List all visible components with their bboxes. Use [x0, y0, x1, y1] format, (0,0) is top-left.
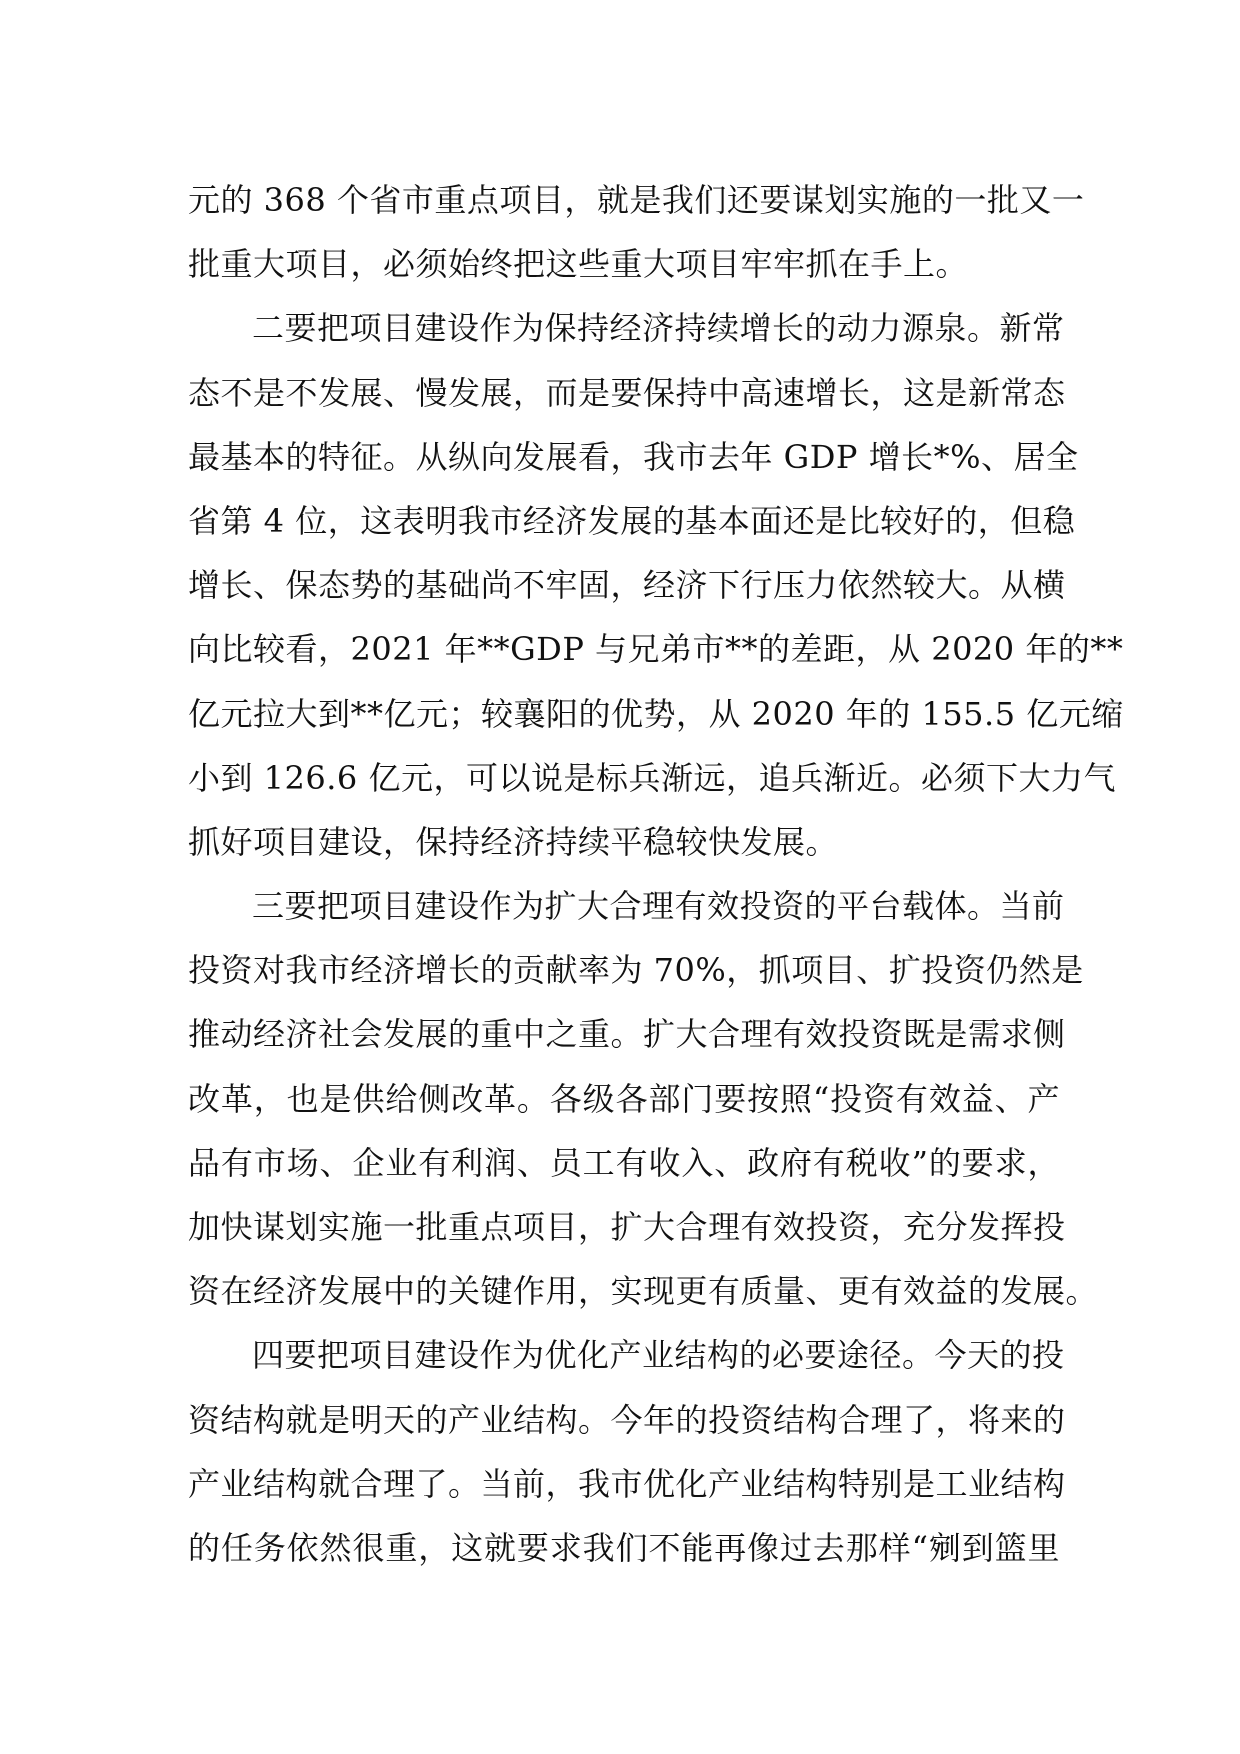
text-line: 向比较看，2021 年**GDP 与兄弟市**的差距，从 2020 年的**	[188, 630, 1124, 669]
text-line: 省第 4 位，这表明我市经济发展的基本面还是比较好的，但稳	[188, 501, 1076, 540]
text-line: 态不是不发展、慢发展，而是要保持中高速增长，这是新常态	[188, 373, 1066, 412]
text-line: 改革，也是供给侧改革。各级各部门要按照“投资有效益、产	[188, 1079, 1060, 1118]
text-line: 小到 126.6 亿元，可以说是标兵渐远，追兵渐近。必须下大力气	[188, 758, 1116, 797]
text-line: 的任务依然很重，这就要求我们不能再像过去那样“剜到篮里	[188, 1528, 1060, 1567]
text-line: 推动经济社会发展的重中之重。扩大合理有效投资既是需求侧	[188, 1015, 1066, 1054]
text-line: 抓好项目建设，保持经济持续平稳较快发展。	[188, 822, 839, 861]
text-line: 品有市场、企业有利润、员工有收入、政府有税收”的要求，	[188, 1143, 1060, 1182]
paragraph-first-line: 四要把项目建设作为优化产业结构的必要途径。今天的投	[252, 1336, 1065, 1375]
text-line: 产业结构就合理了。当前，我市优化产业结构特别是工业结构	[188, 1464, 1066, 1503]
text-line: 增长、保态势的基础尚不牢固，经济下行压力依然较大。从横	[188, 566, 1066, 605]
text-line: 最基本的特征。从纵向发展看，我市去年 GDP 增长*%、居全	[188, 437, 1079, 476]
body-text	[188, 168, 1124, 1580]
text-line: 加快谋划实施一批重点项目，扩大合理有效投资，充分发挥投	[188, 1208, 1066, 1246]
text-line: 批重大项目，必须始终把这些重大项目牢牢抓在手上。	[188, 245, 969, 284]
text-line: 资在经济发展中的关键作用，实现更有质量、更有效益的发展。	[188, 1272, 1099, 1311]
text-line: 元的 368 个省市重点项目，就是我们还要谋划实施的一批又一	[188, 181, 1085, 219]
text-line: 亿元拉大到**亿元；较襄阳的优势，从 2020 年的 155.5 亿元缩	[188, 694, 1124, 733]
paragraph-first-line: 三要把项目建设作为扩大合理有效投资的平台载体。当前	[252, 887, 1065, 926]
text-line: 资结构就是明天的产业结构。今年的投资结构合理了，将来的	[188, 1400, 1066, 1439]
paragraph-first-line: 二要把项目建设作为保持经济持续增长的动力源泉。新常	[252, 309, 1065, 348]
text-line: 投资对我市经济增长的贡献率为 70%，抓项目、扩投资仍然是	[188, 951, 1084, 990]
